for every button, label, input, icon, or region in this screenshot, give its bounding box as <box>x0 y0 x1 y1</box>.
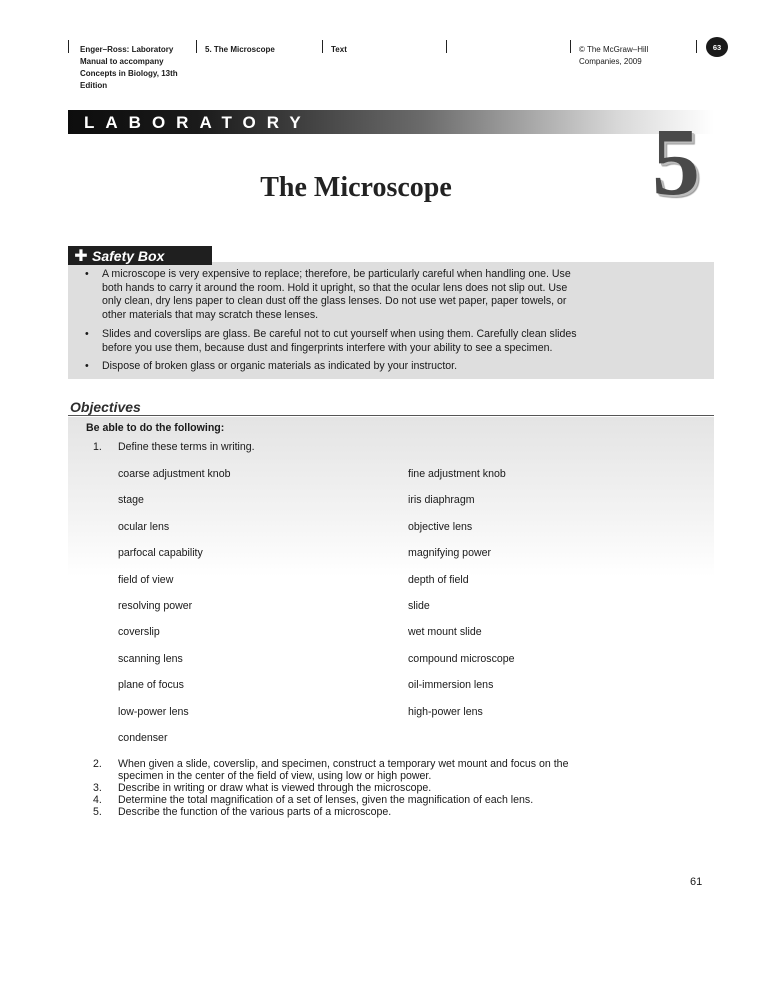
term-item: oil-immersion lens <box>408 679 494 692</box>
term-item: resolving power <box>118 600 193 612</box>
item-number: 1. <box>93 441 102 453</box>
plus-icon: ✚ <box>74 247 88 265</box>
header-divider <box>196 40 197 53</box>
term-item: stage <box>118 494 144 507</box>
objectives-intro: Be able to do the following: <box>86 422 225 434</box>
header-divider <box>68 40 69 53</box>
term-item: parfocal capability <box>118 547 203 560</box>
term-item: low-power lens <box>118 705 189 718</box>
term-item: slide <box>408 600 430 612</box>
safety-bullet: • Slides and coverslips are glass. Be careful not to cut yourself when using them. Carefully clean slides before you use them, because dust and fingerprints interfere with your ability to see a specimen. <box>85 328 577 354</box>
header-divider <box>446 40 447 53</box>
safety-bullet: • A microscope is very expensive to replace; therefore, be particularly careful when handling one. Use both hands to carry it around the room. Hold it upright, so that the ocular lens does not slip out. Use only clean, dry lens paper to clean dust off the glass lenses. Do not use wet paper, paper towels, or other materials that may scratch these lenses. <box>85 268 571 321</box>
item-text: Describe the function of the various parts of a microscope. <box>118 806 392 818</box>
objectives-rule <box>68 415 714 416</box>
item-number: 5. <box>93 806 102 818</box>
laboratory-banner <box>68 110 714 134</box>
banner-label: LABORATORY <box>84 113 312 132</box>
page-number: 61 <box>690 876 703 888</box>
header-divider <box>570 40 571 53</box>
term-item: ocular lens <box>118 520 170 533</box>
item-number: 3. <box>93 782 102 794</box>
term-item: wet mount slide <box>408 626 482 639</box>
item-text: Determine the total magnification of a set of lenses, given the magnification of each lens. <box>118 794 534 806</box>
term-item: field of view <box>118 573 174 586</box>
term-item: compound microscope <box>408 652 515 665</box>
term-item: magnifying power <box>408 547 492 560</box>
term-item: fine adjustment knob <box>408 468 506 480</box>
item-text: Describe in writing or draw what is viewed through the microscope. <box>118 782 432 794</box>
header-book-title: Enger–Ross: Laboratory Manual to accompany Concepts in Biology, 13th Edition <box>80 45 178 90</box>
term-item: scanning lens <box>118 652 183 665</box>
header-chapter: 5. The Microscope <box>205 45 275 54</box>
item-text: Define these terms in writing. <box>118 441 255 453</box>
item-number: 4. <box>93 794 102 806</box>
term-item: coarse adjustment knob <box>118 468 231 480</box>
chapter-number: 5 <box>652 108 700 215</box>
page-badge: 63 <box>706 37 728 57</box>
term-item: depth of field <box>408 573 469 586</box>
header-copyright: © The McGraw–Hill Companies, 2009 <box>579 45 649 66</box>
item-number: 2. <box>93 758 102 770</box>
page-title: The Microscope <box>260 172 452 203</box>
objectives-heading: Objectives <box>70 399 141 415</box>
item-text: specimen in the center of the field of view, using low or high power. <box>118 770 432 782</box>
term-item: condenser <box>118 732 168 744</box>
term-item: objective lens <box>408 520 473 533</box>
safety-bullet: • Dispose of broken glass or organic materials as indicated by your instructor. <box>85 360 458 372</box>
item-text: When given a slide, coverslip, and specimen, construct a temporary wet mount and focus on the <box>118 758 569 770</box>
header-divider <box>322 40 323 53</box>
term-item: high-power lens <box>408 705 483 718</box>
term-item: coverslip <box>118 626 160 639</box>
safety-box-heading: ✚ Safety Box <box>68 246 212 265</box>
term-item: plane of focus <box>118 679 184 692</box>
header-divider <box>696 40 697 53</box>
header-type: Text <box>331 45 347 54</box>
term-item: iris diaphragm <box>408 494 475 507</box>
